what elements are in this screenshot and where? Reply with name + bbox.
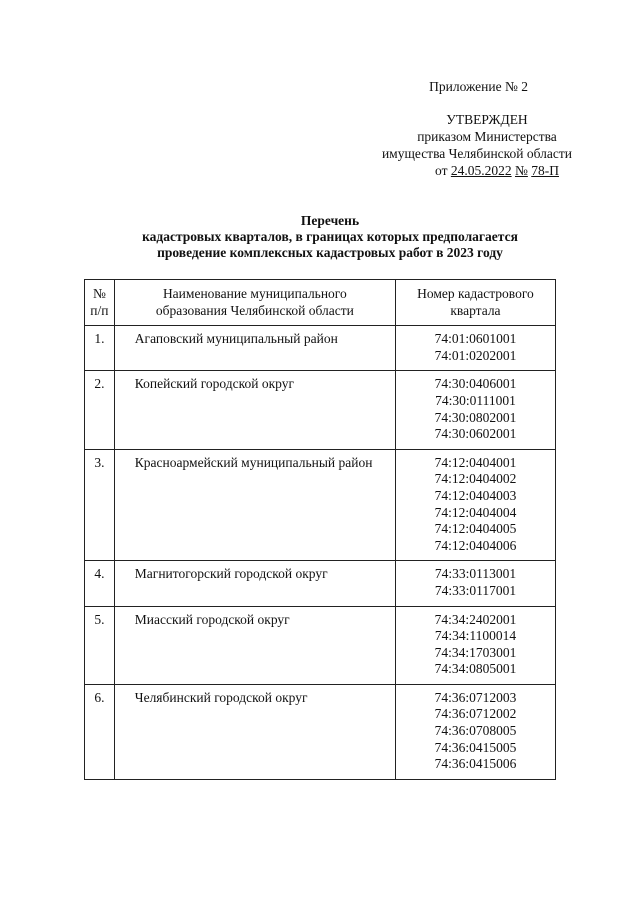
cadastral-code: 74:34:1703001: [434, 644, 517, 660]
row-number: 6.: [85, 684, 115, 779]
approved-by-line-2: имущества Челябинской области: [381, 146, 573, 161]
cadastral-code: 74:30:0111001: [435, 392, 516, 408]
approved-title: УТВЕРЖДЕН: [446, 112, 528, 127]
row-number: 4.: [85, 561, 115, 606]
cadastral-codes: [395, 561, 555, 606]
cadastral-code: 74:12:0404002: [434, 471, 517, 487]
cadastral-code: 74:12:0404003: [434, 487, 517, 503]
order-number: 78-П: [531, 163, 559, 178]
date-prefix: от: [435, 163, 448, 178]
cadastral-code: 74:30:0802001: [434, 409, 517, 425]
municipality-name: Миасский городской округ: [114, 606, 395, 684]
number-prefix: №: [514, 163, 528, 178]
cadastral-code: 74:36:0712003: [434, 689, 517, 705]
approved-by-line-1: приказом Министерства: [417, 129, 557, 144]
cadastral-code: 74:01:0202001: [434, 347, 517, 363]
appendix-label: Приложение № 2: [429, 79, 528, 94]
header-code: Номер кадастрового квартала: [395, 280, 555, 326]
municipality-name: Копейский городской округ: [114, 371, 395, 449]
table-header-row: [85, 280, 556, 326]
cadastral-code: 74:34:2402001: [434, 611, 517, 627]
order-date-line: [357, 162, 577, 179]
title-line-2: кадастровых кварталов, в границах которых предполагается: [142, 229, 518, 244]
municipality-name: Челябинский городской округ: [114, 684, 395, 779]
cadastral-code: 74:30:0406001: [434, 376, 517, 392]
table-row: [85, 684, 556, 779]
title-line-3: проведение комплексных кадастровых работ в 2023 году: [157, 245, 503, 260]
municipality-name: Красноармейский муниципальный район: [114, 449, 395, 561]
cadastral-code: 74:12:0404001: [434, 454, 517, 470]
cadastral-code: 74:36:0712002: [434, 706, 517, 722]
approval-block: [357, 111, 577, 179]
cadastral-code: 74:36:0415006: [434, 756, 517, 772]
cadastral-code: 74:33:0117001: [434, 582, 517, 598]
cadastral-code: 74:34:0805001: [434, 661, 517, 677]
municipality-name: Агаповский муниципальный район: [114, 326, 395, 371]
cadastral-codes: [395, 684, 555, 779]
table-row: [85, 371, 556, 449]
cadastral-code: 74:12:0404005: [434, 521, 517, 537]
table-row: [85, 449, 556, 561]
table-row: [85, 326, 556, 371]
cadastral-codes: [395, 326, 555, 371]
table-body: [85, 326, 556, 780]
cadastral-codes: [395, 371, 555, 449]
cadastral-code: 74:34:1100014: [434, 628, 517, 644]
cadastral-code: 74:36:0708005: [434, 723, 517, 739]
document-title: [60, 213, 580, 261]
row-number: 3.: [85, 449, 115, 561]
cadastral-quarters-table: [84, 279, 556, 780]
row-number: 5.: [85, 606, 115, 684]
cadastral-code: 74:36:0415005: [434, 739, 517, 755]
cadastral-codes: [395, 606, 555, 684]
cadastral-code: 74:12:0404004: [434, 504, 517, 520]
header-name: Наименование муниципального образования Челябинской области: [114, 280, 395, 326]
title-line-1: Перечень: [300, 213, 360, 228]
header-num: № п/п: [85, 280, 115, 326]
cadastral-code: 74:01:0601001: [434, 331, 517, 347]
municipality-name: Магнитогорский городской округ: [114, 561, 395, 606]
table-row: [85, 606, 556, 684]
cadastral-code: 74:12:0404006: [434, 537, 517, 553]
table-row: [85, 561, 556, 606]
cadastral-codes: [395, 449, 555, 561]
cadastral-code: 74:30:0602001: [434, 426, 517, 442]
row-number: 1.: [85, 326, 115, 371]
row-number: 2.: [85, 371, 115, 449]
order-date: 24.05.2022: [450, 163, 512, 178]
cadastral-code: 74:33:0113001: [434, 566, 517, 582]
